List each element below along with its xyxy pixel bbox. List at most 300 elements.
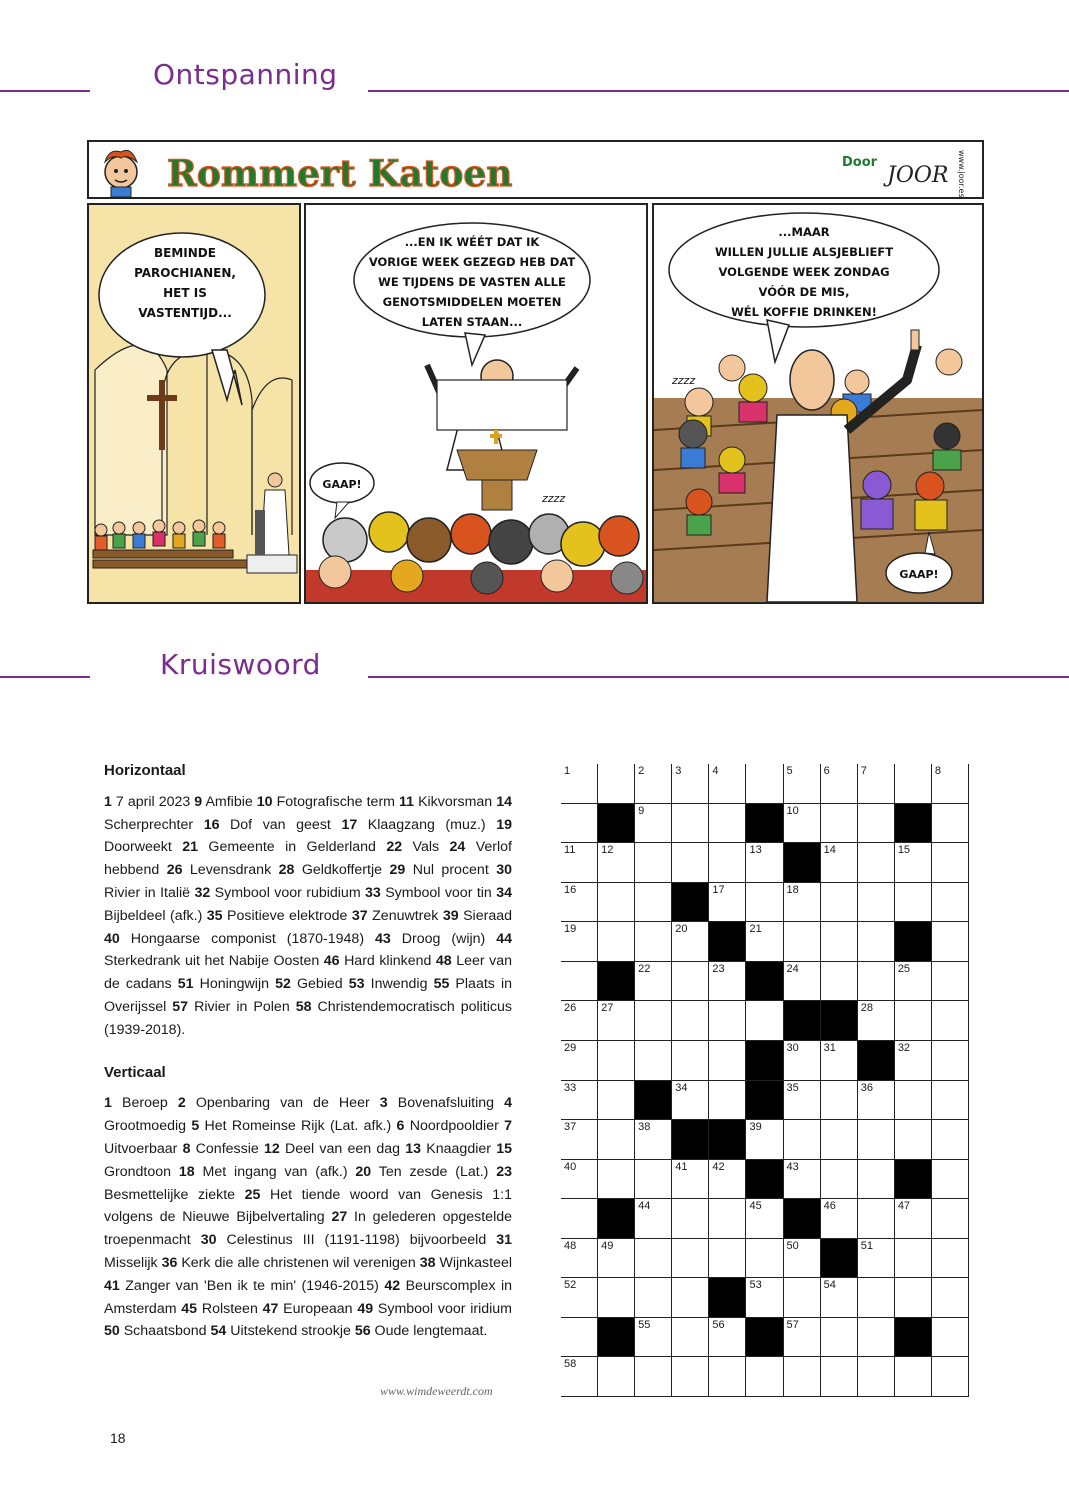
grid-cell[interactable] [858,1081,895,1121]
cell-number: 20 [675,923,688,936]
clue [405,1141,496,1157]
clue-text: Rivier in Polen [188,998,296,1015]
grid-cell[interactable] [561,962,598,1002]
grid-cell[interactable] [598,1041,635,1081]
clue [257,794,399,810]
cell-number: 40 [564,1160,577,1173]
grid-cell[interactable] [858,1239,895,1279]
grid-cell[interactable] [821,883,858,923]
clue [191,1118,396,1134]
grid-cell[interactable] [858,922,895,962]
crossword-grid [561,764,969,1397]
cell-number: 43 [786,1160,799,1173]
clue-number: 56 [354,1323,371,1340]
grid-cell[interactable] [746,843,783,883]
grid-cell[interactable] [561,883,598,923]
grid-cell[interactable] [561,804,598,844]
grid-cell[interactable] [858,843,895,883]
clue [443,908,512,924]
grid-cell[interactable] [858,883,895,923]
cell-number: 24 [786,962,799,975]
grid-cell[interactable] [746,1120,783,1160]
clue-text: Positieve elektrode [222,907,352,924]
clue [352,908,443,924]
clue-text: 7 april 2023 [111,793,195,810]
grid-black-cell [895,1318,932,1358]
grid-cell[interactable] [858,962,895,1002]
clue [194,794,257,810]
clue [420,1255,512,1271]
clue-text: Besmettelijke ziekte [104,1186,245,1203]
grid-cell[interactable] [821,804,858,844]
grid-cell[interactable] [746,1357,783,1397]
grid-cell[interactable] [709,1318,746,1358]
grid-cell[interactable] [932,1081,969,1121]
clue-text: Beurscomplex in Amsterdam [104,1277,512,1317]
panel2-bubble-line: GENOTSMIDDELEN MOETEN [382,295,562,309]
grid-cell[interactable] [635,1239,672,1279]
cell-number: 41 [675,1160,688,1173]
grid-cell[interactable] [672,1081,709,1121]
grid-cell[interactable] [561,1120,598,1160]
cell-number: 2 [638,765,645,777]
clue [183,1141,264,1157]
cell-number: 47 [897,1200,911,1213]
grid-cell[interactable] [598,1357,635,1397]
clue [104,1323,211,1339]
grid-cell[interactable] [672,764,709,804]
grid-cell[interactable] [932,883,969,923]
clue [263,1301,358,1317]
grid-cell[interactable] [561,1160,598,1200]
cell-number: 10 [786,804,799,817]
grid-cell[interactable] [895,764,932,804]
grid-cell[interactable] [784,962,821,1002]
grid-cell[interactable] [858,1199,895,1239]
grid-cell[interactable] [672,804,709,844]
panel3-yawn: GAAP! [899,568,939,581]
clue-number: 11 [399,793,415,810]
clue-number: 36 [161,1254,178,1271]
clue-text: Knaagdier [421,1140,497,1157]
cell-number: 51 [860,1239,873,1252]
grid-cell[interactable] [598,1239,635,1279]
grid-cell[interactable] [932,1120,969,1160]
grid-cell[interactable] [709,843,746,883]
clue [275,976,349,992]
grid-black-cell [858,1041,895,1081]
grid-cell[interactable] [746,1278,783,1318]
clue [211,1323,355,1339]
cell-number: 26 [564,1002,577,1015]
clue-text: Klaagzang (muz.) [357,816,497,833]
clue-number: 34 [496,884,512,901]
grid-cell[interactable] [858,764,895,804]
grid-cell[interactable] [598,1120,635,1160]
clue [172,999,295,1015]
clue-number: 38 [419,1254,436,1271]
clue-number: 48 [435,953,452,970]
clue-number: 26 [166,862,183,879]
clue-text: Deel van een dag [279,1140,406,1157]
grid-cell[interactable] [821,922,858,962]
clue-number: 8 [182,1140,191,1157]
section-title: Ontspanning [153,58,338,91]
clue [355,1164,496,1180]
cell-number: 1 [564,765,571,777]
grid-cell[interactable] [598,922,635,962]
cell-number: 22 [638,962,651,975]
grid-cell[interactable] [895,1199,932,1239]
cell-number: 13 [749,844,762,857]
grid-cell[interactable] [746,1239,783,1279]
clue-number: 17 [341,816,358,833]
grid-cell[interactable] [858,1001,895,1041]
clue-number: 49 [357,1300,374,1317]
grid-cell[interactable] [821,1081,858,1121]
clue-number: 35 [206,907,223,924]
grid-cell[interactable] [784,1318,821,1358]
panel3-bubble-line: VOLGENDE WEEK ZONDAG [718,265,890,279]
grid-cell[interactable] [895,1239,932,1279]
grid-cell[interactable] [561,1278,598,1318]
grid-cell[interactable] [858,1357,895,1397]
clue [324,953,436,969]
clue-number: 41 [104,1277,120,1294]
grid-cell[interactable] [672,1318,709,1358]
clue [179,1164,356,1180]
grid-cell[interactable] [821,1120,858,1160]
cell-number: 9 [638,804,645,817]
grid-cell[interactable] [932,962,969,1002]
clue-text: Geldkoffertje [294,862,390,879]
clue-number: 1 [104,1095,112,1112]
comic-panel-2 [305,204,647,603]
grid-cell[interactable] [598,1160,635,1200]
grid-cell[interactable] [598,764,635,804]
clue-number: 12 [264,1140,280,1157]
panel2-bubble-line: ...EN IK WÉÉT DAT IK [404,235,540,249]
grid-cell[interactable] [635,1278,672,1318]
clue-number: 51 [177,976,194,993]
grid-cell[interactable] [784,922,821,962]
grid-cell[interactable] [784,1239,821,1279]
cell-number: 34 [675,1081,688,1094]
grid-cell[interactable] [598,1081,635,1121]
cell-number: 23 [712,962,725,975]
clue-text: Uitstekend strookje [226,1323,355,1340]
grid-cell[interactable] [635,1318,672,1358]
grid-cell[interactable] [821,1318,858,1358]
clue-text: Kikvorsman [414,793,497,810]
section-title: Kruiswoord [160,648,321,681]
grid-cell[interactable] [895,883,932,923]
grid-cell[interactable] [932,1357,969,1397]
panel3-bubble-line: ...MAAR [778,225,830,239]
clue-text: Schaatsbond [119,1323,211,1340]
grid-cell[interactable] [821,962,858,1002]
clue [389,862,496,878]
clue-text: Hongaarse componist (1870-1948) [119,930,376,947]
grid-cell[interactable] [932,1278,969,1318]
clue [341,817,496,833]
grid-cell[interactable] [932,764,969,804]
clue-number: 19 [496,816,512,833]
grid-cell[interactable] [709,764,746,804]
grid-cell[interactable] [672,1199,709,1239]
grid-black-cell [746,1318,783,1358]
panel1-bubble-line: BEMINDE [154,246,216,260]
grid-cell[interactable] [784,1041,821,1081]
clue-text: Beroep [111,1095,178,1112]
grid-cell[interactable] [635,1357,672,1397]
clue [397,1118,505,1134]
clue-text: Confessie [190,1140,264,1157]
grid-cell[interactable] [672,1160,709,1200]
vertical-heading: Verticaal [104,1063,166,1081]
grid-cell[interactable] [709,1160,746,1200]
grid-cell[interactable] [561,764,598,804]
clue-number: 3 [379,1095,388,1112]
grid-cell[interactable] [858,1120,895,1160]
grid-cell[interactable] [858,1278,895,1318]
clue-text: Ten zesde (Lat.) [371,1163,497,1180]
grid-cell[interactable] [561,1199,598,1239]
grid-cell[interactable] [635,1199,672,1239]
grid-cell[interactable] [561,1081,598,1121]
grid-cell[interactable] [709,1001,746,1041]
grid-cell[interactable] [784,804,821,844]
vertical-clue-list [104,1092,512,1343]
grid-cell[interactable] [561,922,598,962]
cell-number: 45 [749,1200,762,1213]
grid-cell[interactable] [635,1041,672,1081]
grid-cell[interactable] [672,962,709,1002]
grid-cell[interactable] [709,1239,746,1279]
cell-number: 31 [823,1041,836,1054]
clue-text: Gebied [290,976,349,993]
header-rule-left [0,90,90,92]
grid-cell[interactable] [895,1120,932,1160]
grid-cell[interactable] [821,1041,858,1081]
cell-number: 54 [823,1279,836,1292]
grid-cell[interactable] [895,1041,932,1081]
grid-cell[interactable] [932,922,969,962]
grid-cell[interactable] [895,1278,932,1318]
clue-number: 16 [203,816,220,833]
grid-cell[interactable] [635,1160,672,1200]
grid-cell[interactable] [672,1001,709,1041]
grid-cell[interactable] [784,883,821,923]
cell-number: 48 [564,1239,577,1252]
grid-cell[interactable] [784,1160,821,1200]
grid-cell[interactable] [561,1239,598,1279]
grid-cell[interactable] [635,843,672,883]
clue [104,931,375,947]
clue-number: 32 [194,884,211,901]
comic-byline: Door [842,155,878,170]
grid-cell[interactable] [598,883,635,923]
grid-cell[interactable] [672,843,709,883]
grid-black-cell [709,1278,746,1318]
grid-cell[interactable] [635,922,672,962]
grid-cell[interactable] [784,1357,821,1397]
grid-cell[interactable] [709,1357,746,1397]
cell-number: 6 [823,765,830,777]
grid-cell[interactable] [821,1278,858,1318]
artist-signature: JOOR [887,163,949,188]
clue-number: 50 [104,1323,120,1340]
grid-cell[interactable] [672,1357,709,1397]
grid-cell[interactable] [895,1001,932,1041]
grid-cell[interactable] [709,804,746,844]
horizontal-clue-list [104,791,512,1042]
clue-text: Met ingang van (afk.) [194,1163,356,1180]
grid-cell[interactable] [561,1001,598,1041]
grid-cell[interactable] [858,1318,895,1358]
panel1-bubble-line: VASTENTIJD... [138,306,232,320]
panel2-bubble-line: VORIGE WEEK GEZEGD HEB DAT [368,255,576,269]
clue-number: 44 [496,930,513,947]
clue-number: 4 [504,1095,513,1112]
grid-cell[interactable] [784,1081,821,1121]
clue-text: Rivier in Italië [104,884,195,901]
grid-cell[interactable] [635,1001,672,1041]
panel3-snore: zzzz [672,374,696,387]
clue-text: Sterkedrank uit het Nabije Oosten [104,953,324,970]
cell-number: 17 [712,883,725,896]
clue [264,1141,405,1157]
grid-cell[interactable] [598,1278,635,1318]
grid-cell[interactable] [821,1199,858,1239]
grid-cell[interactable] [932,1160,969,1200]
panel2-bubble-line: LATEN STAAN... [421,315,523,329]
clue-number: 6 [396,1118,405,1135]
grid-cell[interactable] [932,1001,969,1041]
clue [279,862,390,878]
grid-cell[interactable] [746,883,783,923]
clue-number: 2 [177,1095,186,1112]
panel3-bubble-line: VÓÓR DE MIS, [758,285,850,299]
cell-number: 30 [786,1041,799,1054]
cell-number: 57 [786,1318,799,1331]
grid-cell[interactable] [709,883,746,923]
grid-cell[interactable] [858,804,895,844]
clue-number: 54 [210,1323,227,1340]
grid-cell[interactable] [635,1120,672,1160]
clue-text: Scherprechter [104,816,204,833]
grid-cell[interactable] [821,843,858,883]
grid-cell[interactable] [932,804,969,844]
grid-cell[interactable] [932,1041,969,1081]
clue-number: 42 [384,1277,401,1294]
clue [201,1232,496,1248]
grid-cell[interactable] [932,843,969,883]
grid-cell[interactable] [932,1199,969,1239]
clue [181,1301,262,1317]
clue [178,1095,380,1111]
grid-cell[interactable] [561,1318,598,1358]
grid-cell[interactable] [709,1081,746,1121]
grid-black-cell [672,883,709,923]
grid-black-cell [709,1120,746,1160]
cell-number: 28 [860,1002,873,1015]
clue-number: 25 [244,1186,261,1203]
grid-cell[interactable] [895,843,932,883]
clue-number: 10 [256,793,273,810]
grid-cell[interactable] [598,1001,635,1041]
grid-cell[interactable] [635,804,672,844]
clue [162,1255,420,1271]
panel3-bubble-line: WILLEN JULLIE ALSJEBLIEFT [714,245,894,259]
cell-number: 52 [564,1279,577,1292]
grid-cell[interactable] [709,1199,746,1239]
grid-cell[interactable] [784,764,821,804]
comic-panel-1 [88,204,300,603]
clue-text: Celestinus III (1191-1198) bijvoorbeeld [216,1232,497,1249]
grid-cell[interactable] [746,1001,783,1041]
panel1-bubble-line: HET IS [163,286,207,300]
grid-cell[interactable] [561,1357,598,1397]
grid-cell[interactable] [635,962,672,1002]
comic-title-band [88,141,983,198]
grid-cell[interactable] [858,1160,895,1200]
clue-text: Gemeente in Gelderland [198,839,387,856]
grid-cell[interactable] [932,1318,969,1358]
grid-cell[interactable] [932,1239,969,1279]
clue [207,908,352,924]
grid-cell[interactable] [672,1041,709,1081]
grid-cell[interactable] [635,764,672,804]
grid-cell[interactable] [821,1357,858,1397]
cell-number: 50 [786,1239,799,1252]
grid-cell[interactable] [635,883,672,923]
grid-cell[interactable] [561,843,598,883]
clue-text: Kerk die alle christenen wil verenigen [177,1254,420,1271]
cell-number: 58 [564,1358,577,1371]
grid-cell[interactable] [895,1357,932,1397]
cell-number: 8 [934,765,942,777]
grid-cell[interactable] [821,764,858,804]
grid-cell[interactable] [746,922,783,962]
grid-black-cell [598,962,635,1002]
grid-cell[interactable] [598,843,635,883]
cell-number: 19 [564,923,577,936]
clue-text: Het Romeinse Rijk (Lat. afk.) [199,1118,397,1135]
cell-number: 7 [860,765,867,777]
clue [178,976,275,992]
grid-cell[interactable] [746,1199,783,1239]
grid-cell[interactable] [561,1041,598,1081]
clue-number: 13 [405,1140,422,1157]
clue-number: 24 [449,839,466,856]
grid-cell[interactable] [672,1278,709,1318]
clue-text: Symbool voor rubidium [210,884,366,901]
grid-cell[interactable] [709,1041,746,1081]
grid-cell[interactable] [784,1278,821,1318]
grid-cell[interactable] [709,962,746,1002]
grid-cell[interactable] [672,922,709,962]
cell-number: 49 [601,1239,614,1252]
grid-cell[interactable] [746,764,783,804]
grid-cell[interactable] [821,1160,858,1200]
grid-cell[interactable] [895,962,932,1002]
clue-number: 7 [504,1118,512,1135]
grid-cell[interactable] [895,1081,932,1121]
grid-cell[interactable] [784,1120,821,1160]
clue [182,839,386,855]
grid-cell[interactable] [672,1239,709,1279]
